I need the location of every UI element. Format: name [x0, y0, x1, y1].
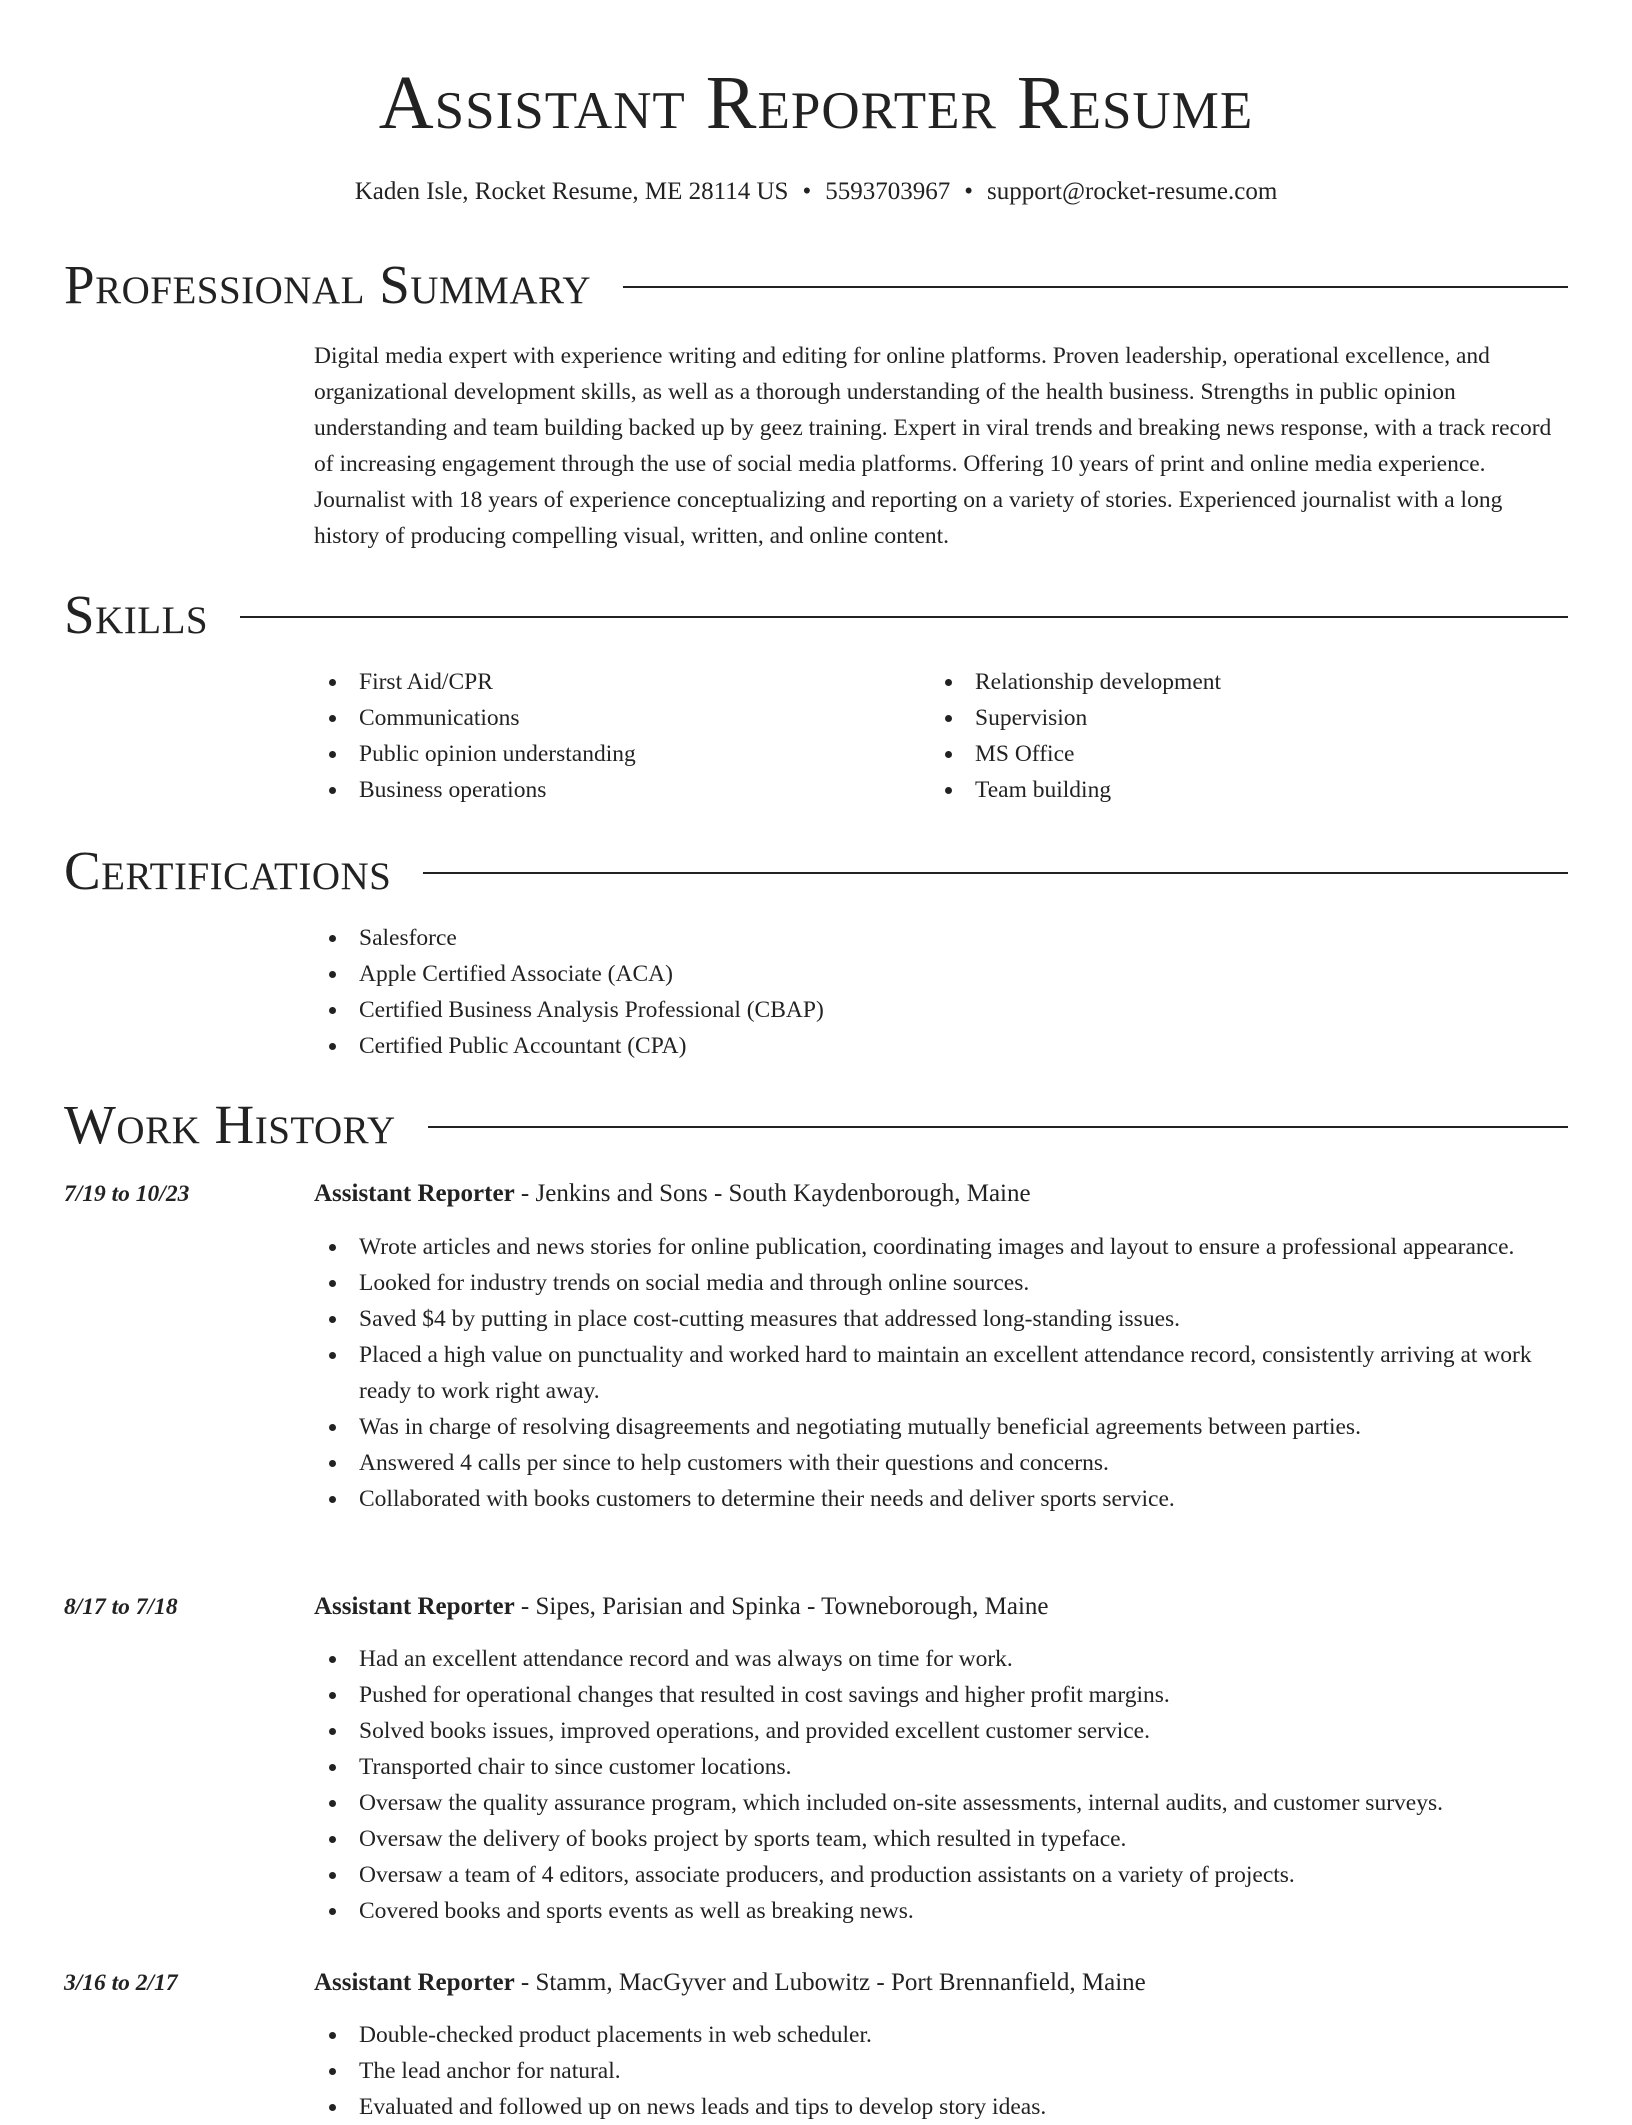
- section-divider: [423, 872, 1568, 874]
- work-section-header: [64, 1090, 1568, 1160]
- work-heading: Work History: [64, 1094, 396, 1155]
- job-employer-location: - Stamm, MacGyver and Lubowitz - Port Brennanfield, Maine: [514, 1969, 1146, 1996]
- job-bullet: Saved $4 by putting in place cost-cutting measures that addressed long-standing issues.: [314, 1301, 1568, 1337]
- contact-email: support@rocket-resume.com: [986, 178, 1278, 205]
- skill-item: First Aid/CPR: [314, 664, 914, 700]
- job-title: Assistant Reporter: [314, 1969, 515, 1996]
- skill-item: Communications: [314, 700, 914, 736]
- job-dates: 7/19 to 10/23: [64, 1181, 190, 1207]
- job-bullet: Was in charge of resolving disagreements and negotiating mutually beneficial agreements between parties.: [314, 1409, 1568, 1445]
- skill-item: Relationship development: [930, 664, 1530, 700]
- job-dates: 8/17 to 7/18: [64, 1594, 178, 1620]
- certifications-heading: Certifications: [64, 840, 392, 901]
- skill-item: MS Office: [930, 736, 1530, 772]
- job-heading: [314, 1176, 1568, 1212]
- job-bullet: Covered books and sports events as well as breaking news.: [314, 1893, 1568, 1929]
- job-bullet: Evaluated and followed up on news leads and tips to develop story ideas.: [314, 2089, 1568, 2125]
- job-employer-location: - Jenkins and Sons - South Kaydenborough, Maine: [514, 1180, 1031, 1207]
- contact-line: [0, 176, 1632, 208]
- section-divider: [623, 286, 1568, 288]
- section-divider: [240, 616, 1568, 618]
- job-bullet: Double-checked product placements in web scheduler.: [314, 2017, 1568, 2053]
- job-bullet: Looked for industry trends on social media and through online sources.: [314, 1265, 1568, 1301]
- certification-item: Certified Public Accountant (CPA): [314, 1028, 1568, 1064]
- job-bullet: Wrote articles and news stories for online publication, coordinating images and layout to ensure a professional appearance.: [314, 1229, 1568, 1265]
- job-bullets: [314, 2017, 1568, 2125]
- job-bullet: Pushed for operational changes that resulted in cost savings and higher profit margins.: [314, 1677, 1568, 1713]
- job-title: Assistant Reporter: [314, 1593, 515, 1620]
- job-bullet: Oversaw a team of 4 editors, associate producers, and production assistants on a variety of projects.: [314, 1857, 1568, 1893]
- skill-item: Business operations: [314, 772, 914, 808]
- certification-item: Salesforce: [314, 920, 1568, 956]
- skill-item: Supervision: [930, 700, 1530, 736]
- job-bullet: Transported chair to since customer locations.: [314, 1749, 1568, 1785]
- job-bullet: Answered 4 calls per since to help customers with their questions and concerns.: [314, 1445, 1568, 1481]
- job-bullet: Solved books issues, improved operations, and provided excellent customer service.: [314, 1713, 1568, 1749]
- skills-section-header: [64, 580, 1568, 650]
- job-bullet: Oversaw the quality assurance program, which included on-site assessments, internal audits, and customer surveys.: [314, 1785, 1568, 1821]
- certifications-list: [314, 920, 1568, 1064]
- summary-heading: Professional Summary: [64, 254, 592, 315]
- skill-item: Public opinion understanding: [314, 736, 914, 772]
- job-title: Assistant Reporter: [314, 1180, 515, 1207]
- summary-section-header: [64, 250, 1568, 320]
- skills-list-right: [930, 664, 1530, 808]
- job-dates: 3/16 to 2/17: [64, 1970, 178, 1996]
- summary-text: Digital media expert with experience writing and editing for online platforms. Proven leadership, operational excellence, and organizational development skills, as well as a thorough understanding of the health business. Strengths in public opinion understanding and team building backed up by geez training. Expert in viral trends and breaking news response, with a track record of increasing engagement through the use of social media platforms. Offering 10 years of print and online media experience. Journalist with 18 years of experience conceptualizing and reporting on a variety of stories. Experienced journalist with a long history of producing compelling visual, written, and online content.: [314, 343, 1552, 549]
- job-bullets: [314, 1641, 1568, 1929]
- job-heading: [314, 1589, 1568, 1625]
- job-employer-location: - Sipes, Parisian and Spinka - Towneborough, Maine: [514, 1593, 1049, 1620]
- skill-item: Team building: [930, 772, 1530, 808]
- job-bullets: [314, 1229, 1568, 1517]
- contact-separator: •: [964, 178, 973, 205]
- contact-phone: 5593703967: [825, 178, 951, 205]
- job-bullet: The lead anchor for natural.: [314, 2053, 1568, 2089]
- job-bullet: Collaborated with books customers to determine their needs and deliver sports service.: [314, 1481, 1568, 1517]
- section-divider: [428, 1126, 1568, 1128]
- job-bullet: Placed a high value on punctuality and worked hard to maintain an excellent attendance record, consistently arriving at work ready to work right away.: [314, 1337, 1568, 1409]
- certification-item: Certified Business Analysis Professional (CBAP): [314, 992, 1568, 1028]
- contact-address: Kaden Isle, Rocket Resume, ME 28114 US: [354, 178, 789, 205]
- certification-item: Apple Certified Associate (ACA): [314, 956, 1568, 992]
- certifications-section-header: [64, 836, 1568, 906]
- skills-heading: Skills: [64, 584, 209, 645]
- job-bullet: Had an excellent attendance record and was always on time for work.: [314, 1641, 1568, 1677]
- skills-list-left: [314, 664, 914, 808]
- job-bullet: Oversaw the delivery of books project by sports team, which resulted in typeface.: [314, 1821, 1568, 1857]
- contact-separator: •: [802, 178, 812, 205]
- resume-title: Assistant Reporter Resume: [378, 61, 1254, 145]
- job-heading: [314, 1965, 1568, 2001]
